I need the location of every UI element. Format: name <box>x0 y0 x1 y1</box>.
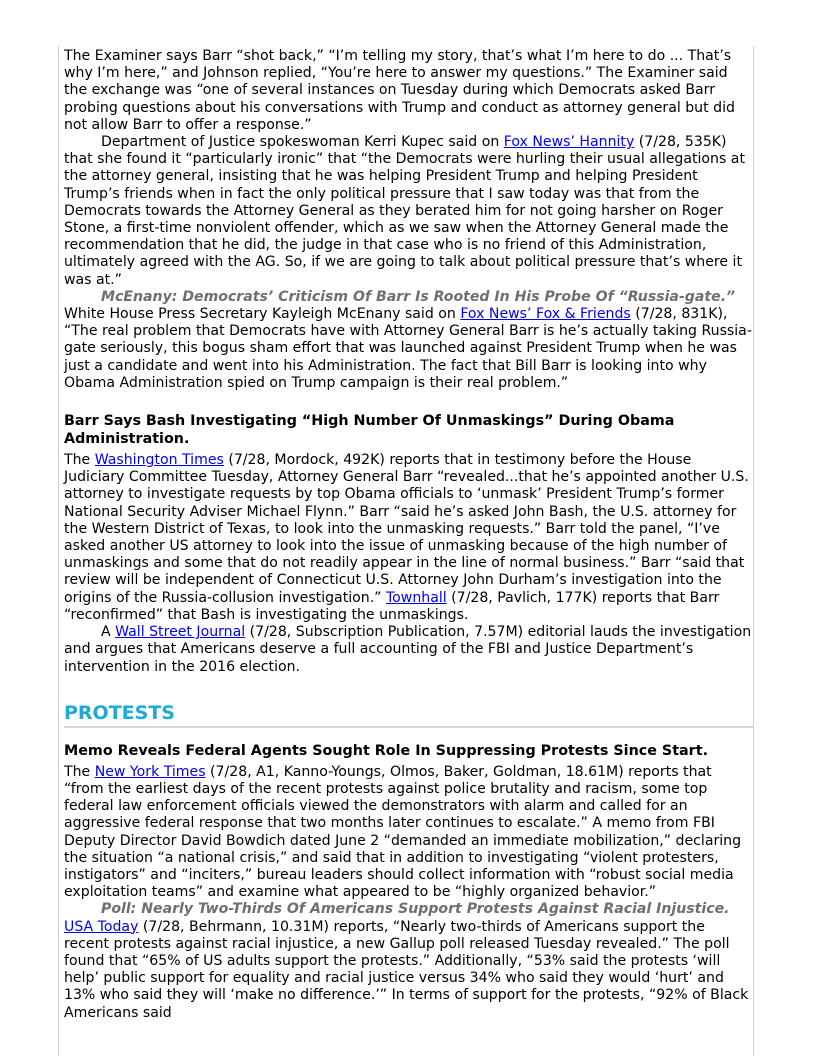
link-fox-and-friends[interactable]: Fox News’ Fox & Friends <box>460 306 631 323</box>
subhead-poll: Poll: Nearly Two-Thirds Of Americans Support Protests Against Racial Injustice. <box>101 901 730 918</box>
headline-memo: Memo Reveals Federal Agents Sought Role In Suppressing Protests Since Start. <box>64 742 708 759</box>
paragraph-wsj: A Wall Street Journal (7/28, Subscription Publication, 7.57M) editorial lauds the investigation and argues that Americans deserve a full accounting of the FBI and Justice Department’s intervention in the 2016 election. <box>64 624 752 675</box>
link-townhall[interactable]: Townhall <box>385 589 447 606</box>
page <box>58 46 754 1056</box>
paragraph-nyt: The New York Times (7/28, A1, Kanno-Youngs, Olmos, Baker, Goldman, 18.61M) reports that “from the earliest days of the recent protests against police brutality and racism, some top federal law enforcement officials viewed the demonstrators with alarm and called for an aggressive federal response that two months later continues to escalate.” A memo from FBI Deputy Director David Bowdich dated June 2 “demanded an immediate mobilization,” declaring the situation “a national crisis,” and said that in addition to investigating “violent protesters, instigators” and “inciters,” bureau leaders should collect information with “robust social media exploitation teams” and examine what appeared to be “highly organized behavior.” <box>64 763 742 901</box>
link-wall-street-journal[interactable]: Wall Street Journal <box>115 624 246 641</box>
link-usa-today[interactable]: USA Today <box>64 918 139 935</box>
link-new-york-times[interactable]: New York Times <box>94 763 206 780</box>
subhead-mcenany: McEnany: Democrats’ Criticism Of Barr Is Rooted In His Probe Of “Russia-gate.” <box>101 288 736 305</box>
link-fox-hannity[interactable]: Fox News’ Hannity <box>503 134 635 151</box>
paragraph-poll: Poll: Nearly Two-Thirds Of Americans Support Protests Against Racial Injustice. USA Today (7/28, Behrmann, 10.31M) reports, “Nearly two-thirds of Americans support the recent protests against racial injustice, a new Gallup poll released Tuesday revealed.” The poll found that “65% of US adults support the protests.” Additionally, “53% said the protests ‘will help’ public support for equality and racial justice versus 34% who said they would ‘hurt’ and 13% who said they will ‘make no difference.’” In terms of support for the protests, “92% of Black Americans said <box>64 901 749 1021</box>
paragraph-mcenany: McEnany: Democrats’ Criticism Of Barr Is Rooted In His Probe Of “Russia-gate.” White House Press Secretary Kayleigh McEnany said on Fox News’ Fox & Friends (7/28, 831K), “The real problem that Democrats have with Attorney General Barr is he’s actually taking Russia-gate seriously, this bogus sham effort that was launched against President Trump when he was just a candidate and went into his Administration. The fact that Bill Barr is looking into why Obama Administration spied on Trump campaign is their real problem.” <box>64 288 752 391</box>
link-washington-times[interactable]: Washington Times <box>94 452 224 469</box>
headline-bash: Barr Says Bash Investigating “High Number Of Unmaskings” During Obama Administration. <box>64 413 675 448</box>
paragraph-examiner: The Examiner says Barr “shot back,” “I’m telling my story, that’s what I’m here to do ... That’s why I’m here,” and Johnson replied, “You’re here to answer my questions.” The Examiner said the exchange was “one of several instances on Tuesday during which Democrats asked Barr probing questions about his conversations with Trump and conduct as attorney general but did not allow Barr to offer a response.” <box>64 48 735 133</box>
paragraph-kupec: Department of Justice spokeswoman Kerri Kupec said on Fox News’ Hannity (7/28, 535K) that she found it “particularly ironic” that “the Democrats were hurling their usual allegations at the attorney general, insisting that he was helping President Trump and helping President Trump’s friends when in fact the only political pressure that I saw today was that from the Democrats towards the Attorney General as they berated him for not going harsher on Roger Stone, a first-time nonviolent offender, which as we saw when the Attorney General made the recommendation that he did, the judge in that case who is no friend of this Administration, ultimately agreed with the AG. So, if we are going to talk about political pressure that’s where it was at.” <box>64 134 745 288</box>
section-heading-protests: PROTESTS <box>64 702 754 728</box>
article-body <box>64 48 754 1022</box>
paragraph-washington-times: The Washington Times (7/28, Mordock, 492K) reports that in testimony before the House Judiciary Committee Tuesday, Attorney General Barr “revealed...that he’s appointed another U.S. attorney to investigate requests by top Obama officials to ‘unmask’ President Trump’s former National Security Adviser Michael Flynn.” Barr “said he’s asked John Bash, the U.S. attorney for the Western District of Texas, to look into the unmasking requests.” Barr told the panel, “I’ve asked another US attorney to look into the issue of unmasking because of the high number of unmaskings and some that do not readily appear in the line of normal business.” Barr “said that review will be independent of Connecticut U.S. Attorney John Durham’s investigation into the origins of the Russia-collusion investigation.” Townhall (7/28, Pavlich, 177K) reports that Barr “reconfirmed” that Bash is investigating the unmaskings. <box>64 452 749 623</box>
